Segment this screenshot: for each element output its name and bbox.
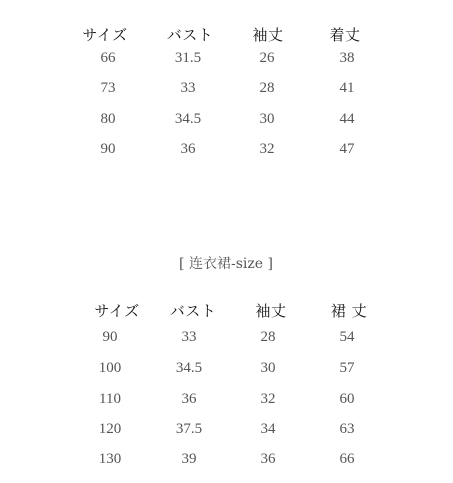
table-cell: 28 [259, 80, 275, 96]
table-cell: 33 [181, 329, 197, 345]
table-cell: 33 [180, 80, 196, 96]
table-cell: 60 [339, 391, 355, 407]
table-cell: 31.5 [174, 50, 202, 66]
table-cell: 57 [339, 360, 355, 376]
table-cell: 44 [339, 111, 355, 127]
table-cell: 30 [259, 111, 275, 127]
table-cell: 47 [339, 141, 355, 157]
table-cell: 37.5 [175, 421, 203, 437]
table-cell: 63 [339, 421, 355, 437]
header-size: サイズ [94, 302, 140, 320]
table-cell: 130 [98, 451, 122, 467]
table-cell: 36 [180, 141, 196, 157]
table-cell: 66 [339, 451, 355, 467]
table-cell: 32 [259, 141, 275, 157]
table-cell: 28 [260, 329, 276, 345]
table-cell: 66 [100, 50, 116, 66]
table-cell: 36 [181, 391, 197, 407]
table-cell: 32 [260, 391, 276, 407]
table-cell: 41 [339, 80, 355, 96]
table-cell: 36 [260, 451, 276, 467]
table-cell: 90 [102, 329, 118, 345]
table-cell: 34 [260, 421, 276, 437]
table-cell: 73 [100, 80, 116, 96]
table-cell: 100 [98, 360, 122, 376]
table-cell: 80 [100, 111, 116, 127]
table-cell: 34.5 [174, 111, 202, 127]
header-length: 着丈 [329, 26, 361, 44]
table-cell: 38 [339, 50, 355, 66]
dress-size-caption: [ 连衣裙-size ] [179, 256, 273, 272]
table-cell: 120 [98, 421, 122, 437]
header-size: サイズ [82, 26, 128, 44]
table-cell: 54 [339, 329, 355, 345]
table-cell: 30 [260, 360, 276, 376]
header-bust: バスト [169, 302, 217, 320]
table-cell: 39 [181, 451, 197, 467]
header-sleeve: 袖丈 [255, 302, 287, 320]
table-cell: 90 [100, 141, 116, 157]
table-cell: 34.5 [175, 360, 203, 376]
header-sleeve: 袖丈 [252, 26, 284, 44]
table-cell: 26 [259, 50, 275, 66]
header-skirt-length: 裙 丈 [330, 302, 368, 320]
table-cell: 110 [99, 391, 121, 407]
header-bust: バスト [166, 26, 214, 44]
